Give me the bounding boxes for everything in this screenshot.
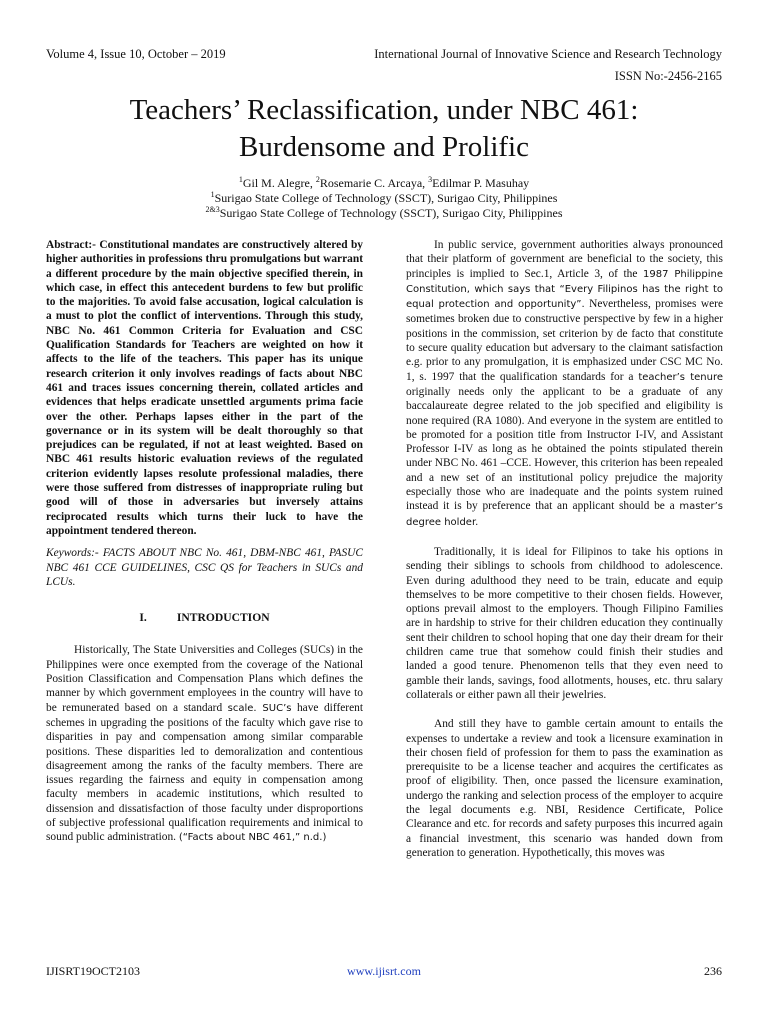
author-3-sup: 3 (428, 175, 433, 184)
intro-citation: (“Facts about NBC 461,” n.d.) (178, 832, 327, 844)
ps-text-c: Nevertheless, promises were sometimes broken due to constructive perspective by few in a higher positions in the commission, set criterion by de facto that constitute to secure quality education but adversary to the claimant satisfaction e.g. prior to any promulgation, it is emphasized under CSC MC No. 1, s. 1997 that the qualification standards for a (406, 298, 723, 383)
left-column (46, 238, 363, 846)
paper-title (46, 92, 722, 166)
footer-page-number: 236 (704, 964, 722, 978)
volume-issue-header: Volume 4, Issue 10, October – 2019 (46, 47, 226, 61)
intro-text-c: have different schemes in upgrading the positions of the faculty which gave rise to disparities in pay and compensation among similar comparable positions. These disparities led to demoralization and contentious disagreement among the ranks of the faculty members. There are issues regarding the fairness and equity in compensation among faculty members in academic institutions, which resulted to dissension and dissatisfaction of those faculty under disproportions of subjective professional qualification requirements and inimical to sound public administration. (46, 701, 363, 844)
title-line-2: Burdensome and Prolific (239, 131, 529, 163)
keywords: Keywords:- FACTS ABOUT NBC No. 461, DBM-NBC 461, PASUC NBC 461 CCE GUIDELINES, CSC QS for Teachers in SUCs and LCUs. (46, 547, 363, 588)
public-service-paragraph (406, 238, 723, 530)
gamble-paragraph: And still they have to gamble certain amount to entails the expenses to undertake a review and took a licensure examination in their chosen field of profession for them to pass the examination as prerequisite to be a license teacher and acquires the certificates as proof of eligibility. Then, once passed the licensure examination, undergo the ranking and selection process of the employer to acquire the legal documents e.g. NBI, Residence Certificate, Police Clearance and etc. for records and safety purposes this incurred again a financial investment, this scenario was handed down from generation to generation. Hypothetically, this moves was (406, 718, 723, 859)
issn-header: ISSN No:-2456-2165 (614, 69, 722, 83)
author-1-sup: 1 (238, 175, 243, 184)
footer-article-code: IJISRT19OCT2103 (46, 964, 140, 978)
affiliation-2-sup: 2&3 (205, 205, 220, 214)
author-3: Edilmar P. Masuhay (432, 176, 530, 190)
title-line-1: Teachers’ Reclassification, under NBC 461: (129, 94, 639, 126)
intro-text-a: Historically, The State Universities and Colleges (SUCs) in the Philippines were once exempted from the coverage of the National Position Classification and Compensation Plans which defines the manner by which government employees in the country will have to be remunerated based on a standard (46, 644, 363, 714)
section-heading-introduction (46, 611, 363, 625)
affiliation-1-sup: 1 (210, 190, 215, 199)
ps-constitution-quote: 1987 Philippine Constitution, which says that “Every Filipinos has the right to equal protection and opportunity”. (406, 268, 723, 311)
affiliation-2 (46, 206, 722, 221)
author-block (46, 176, 722, 221)
ps-text-e: originally needs only the applicant to be a graduate of any baccalaureate degree related to the job specified and eligibility is none required (RA 1080). And everyone in the system are entitled to be promoted for a position title from Instructor I-IV, and Assistant Professor I-IV as long as he obtained the points stipulated therein under NBC No. 461 –CCE. However, this criterion has been repealed and a new set of an institutional policy prejudice the majority especially those who are inadequate and the points system ruined instead it is by preference that an applicant should be a (406, 385, 723, 513)
footer-url-link[interactable]: www.ijisrt.com (347, 964, 421, 978)
author-2: Rosemarie C. Arcaya, (319, 176, 429, 190)
ps-teachers-tenure: teacher’s tenure (638, 371, 723, 383)
traditionally-paragraph: Traditionally, it is ideal for Filipinos to take his options in sending their siblings to schools from childhood to adolescence. Even during adulthood they need to be train, educate and equip themselves to be more competitive to their chosen fields. However, options prevail almost to the employers. Though Filipino Families are in hardship to strive for their children education they continually sent their children to school hoping that one day their dream for their children came true that somehow could finish their studies and landed a good tenure. Phenomenon tells that they even need to gamble their lands, savings, food allotments, houses, etc. thru salary collaterals or either pawn all their jewelries. (406, 545, 723, 701)
intro-text-b: scale. SUC’s (227, 702, 292, 714)
section-title: INTRODUCTION (176, 611, 270, 625)
affiliation-1-text: Surigao State College of Technology (SSCT), Surigao City, Philippines (214, 191, 558, 205)
right-column (406, 238, 723, 860)
author-names (46, 176, 722, 191)
abstract: Abstract:- Constitutional mandates are constructively altered by higher authorities in professions thru promulgations but warrant a different procedure by the main objective specified therein, in which case, in effect this antecedent burdens to few but prolific to the majorities. To avoid false accusation, logical calculation is a must to plot the conflict of interventions. Through this study, NBC No. 461 Common Criteria for Evaluation and CSC Qualification Standards for Teachers are weighted on how it affects to the life of the teachers. This paper has its unique research criterion it only involves readings of facts about NBC 461 and traces issues concerning therein, collated articles and evidences that helps eradicate unsettled arguments prima facie over the other. Perhaps lapses either in the part of the governance or in its system will be dealt thoroughly so that prejudices can be regulated, if not at least weighted. Based on NBC 461 results historic evaluation reviews of the regulated criterion evidently lapses resolute professional maladies, there were those suffered from distresses of inappropriate ruling but good will of those in adversaries but inversely attains reciprocated results which turns their luck to have the appointment tendered thereon. (46, 239, 363, 537)
affiliation-1 (46, 191, 722, 206)
section-number: I. (139, 611, 147, 625)
author-1: Gil M. Alegre, (242, 176, 316, 190)
affiliation-2-text: Surigao State College of Technology (SSCT), Surigao City, Philippines (219, 206, 563, 220)
ps-text-a: In public service, government authorities always pronounced that their platform of government are beneficial to the society, this principles is implied to Sec.1, Article 3, of the (406, 239, 723, 280)
author-2-sup: 2 (315, 175, 320, 184)
intro-paragraph (46, 643, 363, 845)
journal-name-header: International Journal of Innovative Science and Research Technology (374, 47, 722, 61)
ps-masters-degree: master’s degree holder. (406, 501, 723, 528)
